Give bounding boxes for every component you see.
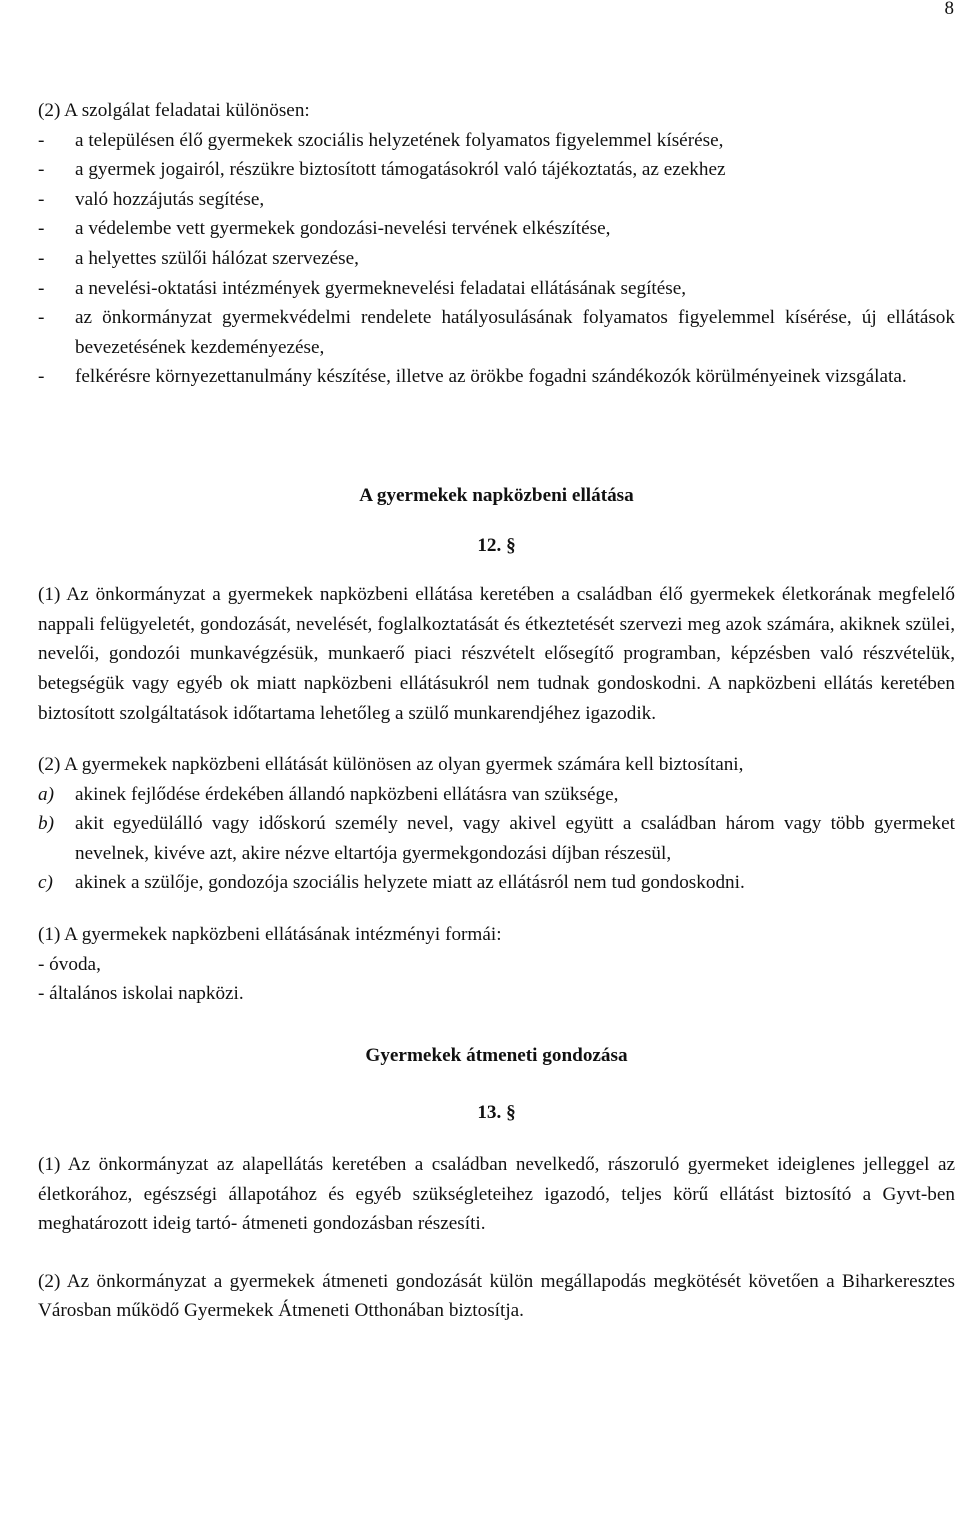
- list-item: - általános iskolai napközi.: [38, 983, 244, 1005]
- paragraph: (2) A gyermekek napközbeni ellátását különösen az olyan gyermek számára kell biztosítani,: [38, 754, 744, 776]
- paragraph: (2) Az önkormányzat a gyermekek átmeneti gondozását külön megállapodás megkötését követően a Biharkeresztes Városban működő Gyermekek Átmeneti Otthonában biztosítja.: [38, 1270, 955, 1322]
- paragraph: (1) A gyermekek napközbeni ellátásának intézményi formái:: [38, 924, 502, 946]
- list-item: - való hozzájutás segítése,: [38, 188, 265, 210]
- section-heading: Gyermekek átmeneti gondozása: [365, 1044, 628, 1066]
- paragraph: (1) Az önkormányzat az alapellátás keretében a családban nevelkedő, rászoruló gyermeket ideiglenes jelleggel az életkorához, egészségi állapotához és egyéb szükségleteihez igazodó, teljes körű ellátást biztosító a Gyvt-ben meghatározott ideig tartó- átmeneti gondozásban részesíti.: [38, 1154, 955, 1235]
- section-heading: A gyermekek napközbeni ellátása: [359, 484, 634, 506]
- list-item: - óvoda,: [38, 953, 101, 975]
- paragraph: (1) Az önkormányzat a gyermekek napközbeni ellátása keretében a családban élő gyermekek életkorának megfelelő nappali felügyeletét, gondozását, nevelését, foglalkoztatását és étkeztetését szervezi meg azok számára, akiknek szülei, nevelői, gondozói munkavégzésük, munkaerő piaci részvételt elősegítő programban, képzésben való részvételük, betegségük vagy egyéb ok miatt napközbeni ellátásukról nem tudnak gondoskodni. A napközbeni ellátás keretében biztosított szolgáltatások időtartama lehetőleg a szülő munkarendjéhez igazodik.: [38, 584, 955, 724]
- list-item: - felkérésre környezettanulmány készítése, illetve az örökbe fogadni szándékozók körülményeinek vizsgálata.: [38, 366, 907, 388]
- lettered-item: c) akinek a szülője, gondozója szociális helyzete miatt az ellátásról nem tud gondoskodni.: [38, 872, 745, 894]
- document-body: [38, 96, 955, 1326]
- section-number: 13. §: [477, 1102, 516, 1124]
- lettered-item: b) akit egyedülálló vagy időskorú személy nevel, vagy akivel együtt a családban három vagy több gyermeket nevelnek, kivéve azt, akire nézve eltartója gyermekgondozási díjban részesül,: [38, 813, 955, 864]
- section-number: 12. §: [477, 534, 516, 556]
- list-item: - az önkormányzat gyermekvédelmi rendelete hatályosulásának folyamatos figyelemmel kísérése, új ellátások bevezetésének kezdeményezése,: [38, 307, 955, 358]
- lettered-item: a) akinek fejlődése érdekében állandó napközbeni ellátásra van szüksége,: [38, 783, 619, 805]
- list-item: - a gyermek jogairól, részükre biztosított támogatásokról való tájékoztatás, az ezekhez: [38, 159, 726, 181]
- list-item: - a helyettes szülői hálózat szervezése,: [38, 247, 359, 269]
- list-item: - a védelembe vett gyermekek gondozási-nevelési tervének elkészítése,: [38, 218, 611, 240]
- intro-title: (2) A szolgálat feladatai különösen:: [38, 100, 310, 121]
- page-number: 8: [944, 0, 954, 19]
- list-item: - a településen élő gyermekek szociális helyzetének folyamatos figyelemmel kísérése,: [38, 129, 724, 151]
- list-item: - a nevelési-oktatási intézmények gyermeknevelési feladatai ellátásának segítése,: [38, 277, 687, 299]
